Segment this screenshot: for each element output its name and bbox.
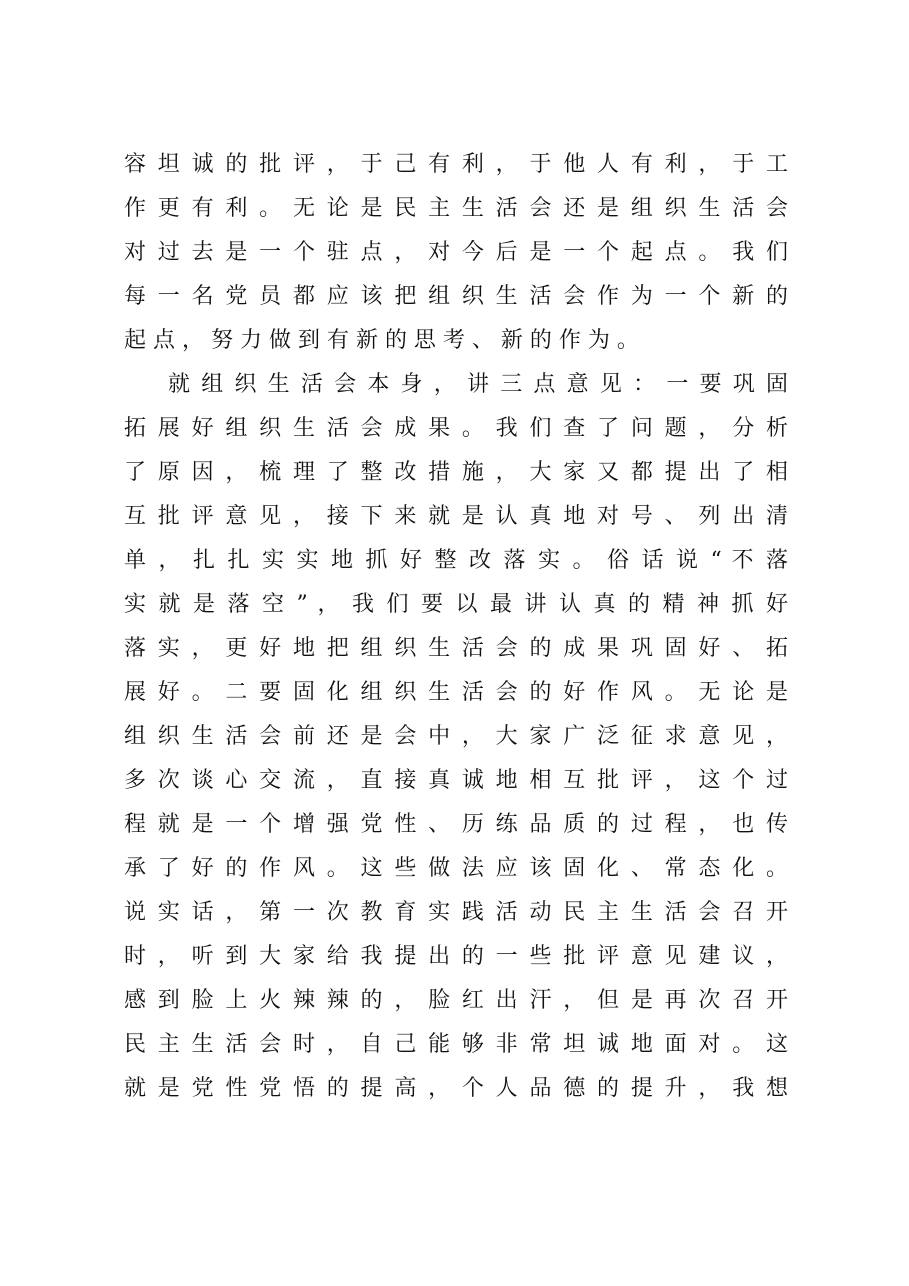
text-line: 展 好 。 二 要 固 化 组 织 生 活 会 的 好 作 风 。 无 论 是: [124, 680, 788, 705]
text-line: 落 实 ， 更 好 地 把 组 织 生 活 会 的 成 果 巩 固 好 、 拓: [124, 636, 788, 661]
text-line: 起 点 ， 努 力 做 到 有 新 的 思 考 、 新 的 作 为 。: [124, 328, 639, 353]
text-line: 互 批 评 意 见 ， 接 下 来 就 是 认 真 地 对 号 、 列 出 清: [124, 504, 788, 529]
body-text: [124, 143, 788, 1111]
text-line: 承 了 好 的 作 风 。 这 些 做 法 应 该 固 化 、 常 态 化 。: [124, 856, 788, 881]
text-line: 对 过 去 是 一 个 驻 点 ， 对 今 后 是 一 个 起 点 。 我 们: [124, 240, 788, 265]
text-line: 就 是 党 性 党 悟 的 提 高 ， 个 人 品 德 的 提 升 ， 我 想: [124, 1076, 788, 1101]
text-line: 作 更 有 利 。 无 论 是 民 主 生 活 会 还 是 组 织 生 活 会: [124, 196, 788, 221]
paragraph-first-line: 就 组 织 生 活 会 本 身 ， 讲 三 点 意 见 ： 一 要 巩 固: [168, 372, 788, 397]
text-line: 民 主 生 活 会 时 ， 自 己 能 够 非 常 坦 诚 地 面 对 。 这: [124, 1032, 788, 1057]
text-line: 感 到 脸 上 火 辣 辣 的 ， 脸 红 出 汗 ， 但 是 再 次 召 开: [124, 988, 788, 1013]
text-line: 程 就 是 一 个 增 强 党 性 、 历 练 品 质 的 过 程 ， 也 传: [124, 812, 788, 837]
text-line: 每 一 名 党 员 都 应 该 把 组 织 生 活 会 作 为 一 个 新 的: [124, 284, 788, 309]
text-line: 单 ， 扎 扎 实 实 地 抓 好 整 改 落 实 。 俗 话 说 “ 不 落: [124, 548, 788, 573]
text-line: 了 原 因 ， 梳 理 了 整 改 措 施 ， 大 家 又 都 提 出 了 相: [124, 460, 788, 485]
text-line: 时 ， 听 到 大 家 给 我 提 出 的 一 些 批 评 意 见 建 议 ，: [124, 944, 788, 969]
text-line: 实 就 是 落 空 ” ， 我 们 要 以 最 讲 认 真 的 精 神 抓 好: [124, 592, 788, 617]
text-line: 多 次 谈 心 交 流 ， 直 接 真 诚 地 相 互 批 评 ， 这 个 过: [124, 768, 788, 793]
text-line: 拓 展 好 组 织 生 活 会 成 果 。 我 们 查 了 问 题 ， 分 析: [124, 416, 788, 441]
text-line: 容 坦 诚 的 批 评 ， 于 己 有 利 ， 于 他 人 有 利 ， 于 工: [124, 152, 788, 177]
text-line: 说 实 话 ， 第 一 次 教 育 实 践 活 动 民 主 生 活 会 召 开: [124, 900, 788, 925]
text-line: 组 织 生 活 会 前 还 是 会 中 ， 大 家 广 泛 征 求 意 见 ，: [124, 724, 788, 749]
